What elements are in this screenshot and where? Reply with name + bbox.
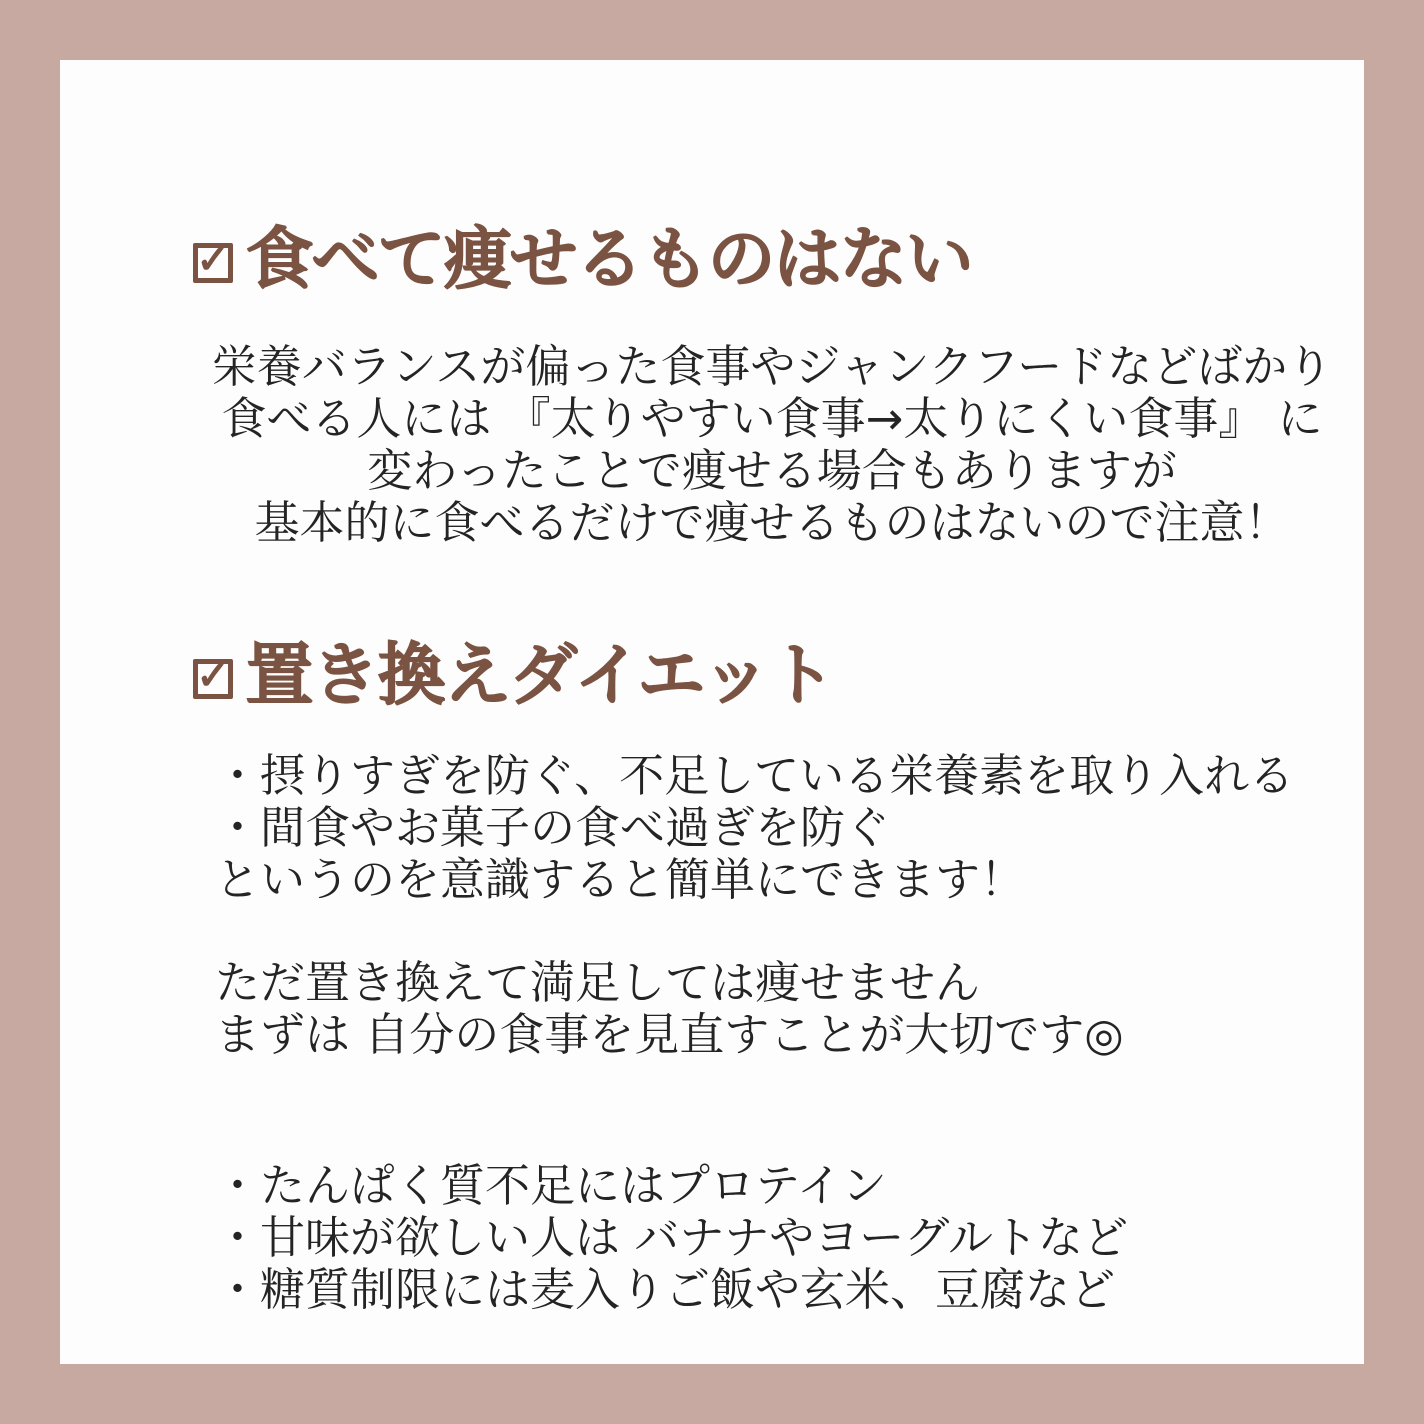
checkmark-glyph: ✓ [196, 652, 230, 700]
bullet-line: ・間食やお菓子の食べ過ぎを防ぐ [215, 801, 891, 854]
text-line: 栄養バランスが偏った食事やジャンクフードなどばかり [211, 340, 1333, 393]
section-header-replacement-diet [193, 636, 834, 715]
paragraph-no-food-slims [120, 341, 1424, 549]
text-line: ただ置き換えて満足しては痩せません [215, 956, 981, 1009]
text-line: というのを意識すると簡単にできます！ [215, 853, 1026, 906]
text-line: まずは 自分の食事を見直すことが大切です◎ [215, 1008, 1124, 1061]
bullet-line: ・たんぱく質不足にはプロテイン [215, 1159, 887, 1212]
bullet-list-replacement-points [215, 750, 1294, 906]
bullet-line: ・摂りすぎを防ぐ、不足している栄養素を取り入れる [215, 749, 1295, 802]
note-review-your-meals [215, 957, 1124, 1061]
checkmark-glyph: ✓ [196, 236, 230, 284]
bullet-line: ・糖質制限には麦入りご飯や玄米、豆腐など [215, 1263, 1116, 1316]
bullet-list-replacement-examples [215, 1160, 1128, 1316]
content-card [60, 60, 1364, 1364]
checkbox-icon [193, 236, 233, 284]
checkbox-icon [193, 652, 233, 700]
text-line: 食べる人には 『太りやすい食事→太りにくい食事』 に [221, 392, 1323, 445]
section-header-no-food-slims [193, 220, 972, 299]
section-title: 置き換えダイエット [245, 636, 834, 715]
bullet-line: ・甘味が欲しい人は バナナやヨーグルトなど [215, 1211, 1128, 1264]
text-line: 基本的に食べるだけで痩せるものはないので注意！ [254, 496, 1290, 549]
text-line: 変わったことで痩せる場合もありますが [367, 444, 1177, 497]
section-title: 食べて痩せるものはない [245, 220, 972, 299]
